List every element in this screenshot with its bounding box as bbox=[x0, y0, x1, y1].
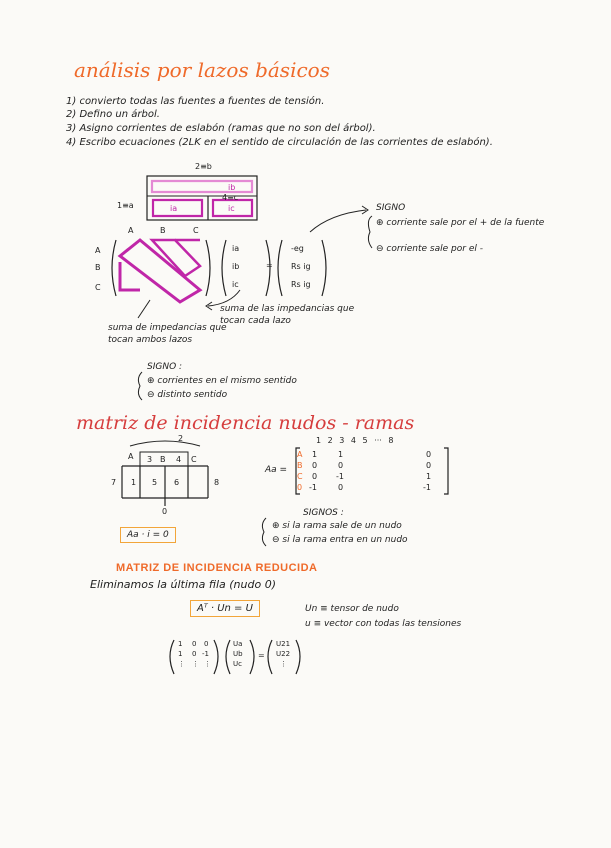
vec-u-2: ⋮ bbox=[280, 660, 287, 668]
matrix-cell: 0 bbox=[312, 461, 318, 470]
plus-circle-icon: ⊕ bbox=[147, 376, 158, 386]
mat-cell: 0 bbox=[204, 640, 209, 648]
matrix-row-label-c: C bbox=[297, 472, 303, 481]
graph-label-2: 2 bbox=[178, 434, 184, 443]
equation-aa-i: Aa · i = 0 bbox=[120, 527, 176, 543]
matrix-cell: 0 bbox=[338, 483, 344, 492]
signo2-plus-row bbox=[147, 376, 297, 386]
graph-label-1: 1 bbox=[131, 478, 137, 487]
vec-right-1: Rs ig bbox=[291, 262, 311, 271]
loop-ib-label: ib bbox=[228, 183, 236, 192]
graph-label-0: 0 bbox=[162, 507, 168, 516]
row-label-b: B bbox=[95, 263, 101, 272]
vec-left-1: ib bbox=[232, 262, 240, 271]
row-label-a: A bbox=[95, 246, 101, 255]
matrix-cell: -1 bbox=[336, 472, 344, 481]
mat-cell: 1 bbox=[178, 640, 183, 648]
matrix-cell: -1 bbox=[309, 483, 317, 492]
label-2b: 2≡b bbox=[195, 162, 212, 171]
label-1a: 1≡a bbox=[117, 201, 134, 210]
graph-label-5: 5 bbox=[152, 478, 158, 487]
row-label-c: C bbox=[95, 283, 101, 292]
graph-label-6: 6 bbox=[174, 478, 180, 487]
graph-label-7: 7 bbox=[111, 478, 117, 487]
mat-cell: 0 bbox=[192, 640, 197, 648]
signo-minus-row bbox=[376, 244, 483, 254]
matrix-aa-label: Aa = bbox=[265, 465, 288, 475]
vec-right-0: -eg bbox=[291, 244, 304, 253]
matrix-cell: 1 bbox=[338, 450, 344, 459]
section-title-lazos: análisis por lazos básicos bbox=[74, 58, 330, 82]
vec-u-0: U21 bbox=[276, 640, 291, 648]
minus-circle-icon: ⊖ bbox=[272, 535, 283, 545]
col-label-b: B bbox=[160, 226, 166, 235]
mat-cell: 1 bbox=[178, 650, 183, 658]
equals-sign-2: = bbox=[258, 651, 265, 660]
step-1: 1) convierto todas las fuentes a fuentes de tensión. bbox=[66, 96, 325, 107]
plus-circle-icon: ⊕ bbox=[376, 218, 387, 228]
vec-right-2: Rs ig bbox=[291, 280, 311, 289]
reducida-line1: Eliminamos la última fila (nudo 0) bbox=[90, 578, 276, 591]
matrix-cell: 0 bbox=[312, 472, 318, 481]
signos-minus: si la rama entra en un nudo bbox=[282, 535, 408, 545]
graph-label-4: 4 bbox=[176, 455, 182, 464]
graph-label-b: B bbox=[160, 455, 166, 464]
note-off-diagonal: suma de impedancias que tocan ambos lazos bbox=[108, 323, 227, 345]
loop-ia-label: ia bbox=[170, 204, 178, 213]
matrix-cell: -1 bbox=[423, 483, 431, 492]
graph-label-8: 8 bbox=[214, 478, 220, 487]
matrix-row-label-0: 0 bbox=[297, 483, 303, 492]
matrix-col-header: 1 2 3 4 5 ··· 8 bbox=[316, 436, 394, 445]
step-4: 4) Escribo ecuaciones (2LK en el sentido de circulación de las corrientes de eslabón). bbox=[66, 137, 493, 148]
equation-at-un: Aᵀ · Un = U bbox=[190, 600, 260, 617]
section-title-reducida: MATRIZ DE INCIDENCIA REDUCIDA bbox=[116, 562, 318, 574]
signo2-plus: corrientes en el mismo sentido bbox=[157, 376, 297, 386]
mat-cell: 0 bbox=[192, 650, 197, 658]
minus-circle-icon: ⊖ bbox=[147, 390, 158, 400]
def-u: u ≡ vector con todas las tensiones bbox=[305, 619, 462, 629]
matrix-cell: 1 bbox=[312, 450, 318, 459]
matrix-cell: 1 bbox=[426, 472, 432, 481]
vec-un-0: Ua bbox=[233, 640, 243, 648]
loop-ic-label: ic bbox=[228, 204, 235, 213]
signos-minus-row bbox=[272, 535, 408, 545]
minus-circle-icon: ⊖ bbox=[376, 244, 387, 254]
equals-sign: = bbox=[266, 261, 273, 270]
graph-label-c: C bbox=[191, 455, 197, 464]
vec-left-2: ic bbox=[232, 280, 239, 289]
plus-circle-icon: ⊕ bbox=[272, 521, 283, 531]
matrix-cell: 0 bbox=[426, 461, 432, 470]
signo-title: SIGNO bbox=[376, 203, 406, 213]
mat-cell: ⋮ bbox=[192, 660, 199, 668]
signos-title: SIGNOS : bbox=[303, 508, 344, 518]
signos-plus: si la rama sale de un nudo bbox=[282, 521, 402, 531]
label-4c: 4≡c bbox=[222, 193, 239, 202]
graph-label-3: 3 bbox=[147, 455, 153, 464]
matrix-row-label-a: A bbox=[297, 450, 303, 459]
vec-un-1: Ub bbox=[233, 650, 243, 658]
signo-minus: corriente sale por el - bbox=[386, 244, 483, 254]
signo-plus-row bbox=[376, 217, 596, 229]
graph-label-a: A bbox=[128, 452, 134, 461]
matrix-cell: 0 bbox=[338, 461, 344, 470]
step-2: 2) Defino un árbol. bbox=[66, 109, 160, 120]
matrix-row-label-b: B bbox=[297, 461, 303, 470]
note-diagonal: suma de las impedancias que tocan cada lazo bbox=[220, 304, 355, 326]
vec-left-0: ia bbox=[232, 244, 240, 253]
col-label-c: C bbox=[193, 226, 199, 235]
signos-plus-row bbox=[272, 521, 402, 531]
signo-plus: corriente sale por el + de la fuente bbox=[386, 218, 545, 228]
signo2-minus: distinto sentido bbox=[157, 390, 228, 400]
mat-cell: ⋮ bbox=[178, 660, 185, 668]
matrix-cell: 0 bbox=[426, 450, 432, 459]
step-3: 3) Asigno corrientes de eslabón (ramas que no son del árbol). bbox=[66, 123, 376, 134]
col-label-a: A bbox=[128, 226, 134, 235]
section-title-incidencia: matriz de incidencia nudos - ramas bbox=[76, 412, 415, 434]
signo2-minus-row bbox=[147, 390, 227, 400]
def-un: Un ≡ tensor de nudo bbox=[305, 604, 399, 614]
mat-cell: -1 bbox=[202, 650, 209, 658]
vec-un-2: Uc bbox=[233, 660, 242, 668]
mat-cell: ⋮ bbox=[204, 660, 211, 668]
vec-u-1: U22 bbox=[276, 650, 291, 658]
signo2-title: SIGNO : bbox=[147, 362, 183, 372]
